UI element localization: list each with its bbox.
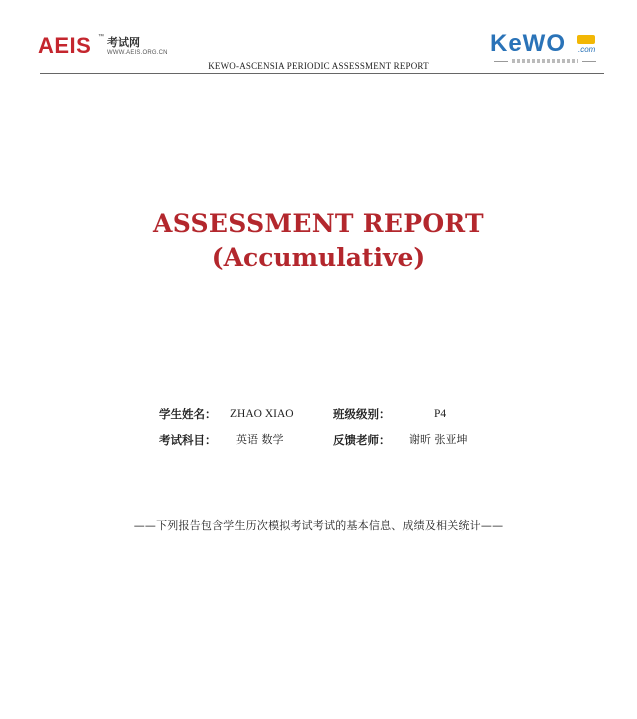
report-title xyxy=(0,208,637,274)
class-value: P4 xyxy=(434,408,447,420)
header-divider xyxy=(40,73,604,74)
aeis-trademark: ™ xyxy=(98,34,104,40)
teacher-value: 谢昕 张亚坤 xyxy=(409,433,468,446)
student-name-label: 学生姓名： xyxy=(159,407,217,421)
aeis-logo-chinese-name: 考试网 xyxy=(107,36,140,49)
class-label: 班级级别： xyxy=(333,407,391,421)
aeis-logo-mark: AEIS xyxy=(38,33,92,58)
aeis-logo xyxy=(38,34,178,64)
subjects-value: 英语 数学 xyxy=(236,433,284,446)
subjects-label: 考试科目： xyxy=(159,433,217,447)
aeis-logo-url: WWW.AEIS.ORG.CN xyxy=(107,50,168,56)
kewo-logo-domain: .com xyxy=(578,45,596,54)
student-info xyxy=(0,406,637,466)
report-header xyxy=(0,0,637,80)
kewo-logo-mark: KeWO xyxy=(490,30,566,57)
report-description-note: ——下列报告包含学生历次模拟考试考试的基本信息、成绩及相关统计—— xyxy=(133,519,504,532)
report-title-subtitle: (Accumulative) xyxy=(211,243,426,272)
report-title-main: ASSESSMENT REPORT xyxy=(153,209,484,238)
student-name-value: ZHAO XIAO xyxy=(230,408,294,420)
teacher-label: 反馈老师： xyxy=(333,433,391,447)
kewo-badge-icon xyxy=(577,35,595,44)
header-title: KEWO-ASCENSIA PERIODIC ASSESSMENT REPORT xyxy=(208,61,429,71)
